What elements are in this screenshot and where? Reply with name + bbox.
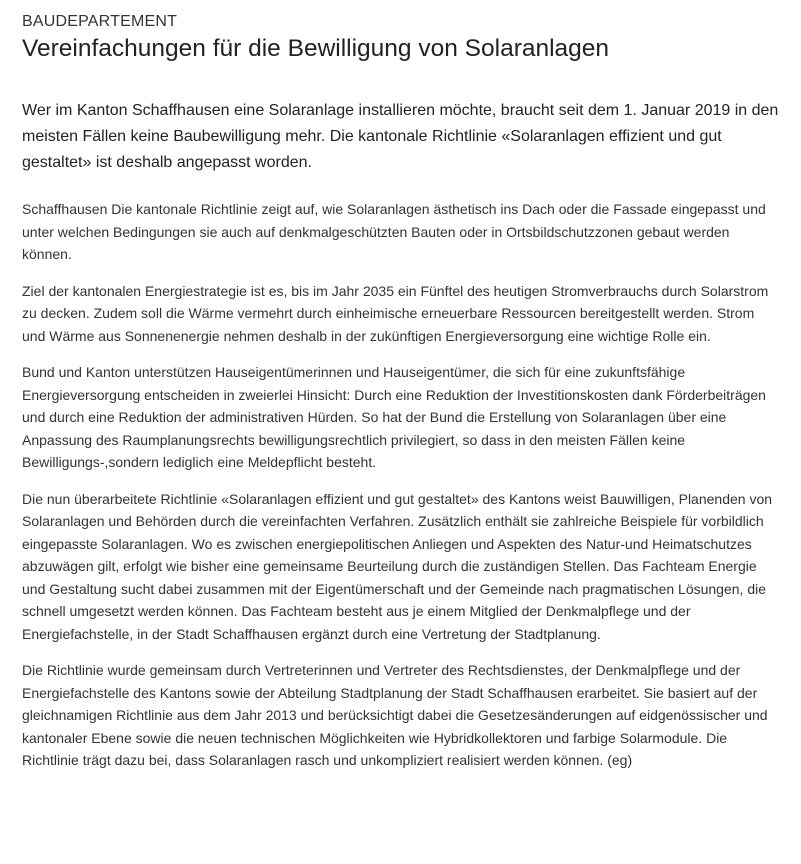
article-lead: Wer im Kanton Schaffhausen eine Solaranlage installieren möchte, braucht seit dem 1. Januar 2019 in den meisten Fällen keine Baubewilligung mehr. Die kantonale Richtlinie «Solaranlagen effizient und gut gestaltet» ist deshalb angepasst worden. [22,102,779,171]
body-paragraph-1: Schaffhausen Die kantonale Richtlinie zeigt auf, wie Solaranlagen ästhetisch ins Dach oder die Fassade eingepasst und unter welchen Bedingungen sie auch auf denkmalgeschützten Bauten oder in Ortsbildschutzzonen gebaut werden können. [22,201,766,262]
body-paragraph-2: Ziel der kantonalen Energiestrategie ist es, bis im Jahr 2035 ein Fünftel des heutigen Stromverbrauchs durch Solarstrom zu decken. Zudem soll die Wärme vermehrt durch einheimische erneuerbare Ressourcen bereitgestellt werden. Strom und Wärme aus Sonnenenergie nehmen deshalb in der zukünftigen Energieversorgung eine wichtige Rolle ein. [22,282,769,344]
department-kicker: BAUDEPARTEMENT [22,13,178,30]
body-paragraph-3: Bund und Kanton unterstützen Hauseigentümerinnen und Hauseigentümer, die sich für eine zukunftsfähige Energieversorgung entscheiden in zweierlei Hinsicht: Durch eine Reduktion der Investitionskosten dank Förderbeiträgen und durch eine Reduktion der administrativen Hürden. So hat der Bund die Erstellung von Solaranlagen über eine Anpassung des Raumplanungsrechts bewilligungsrechtlich privilegiert, so dass in den meisten Fällen keine Bewilligungs-,sondern lediglich eine Meldepflicht besteht. [22,364,766,470]
article-body [22,198,781,772]
body-paragraph-5: Die Richtlinie wurde gemeinsam durch Vertreterinnen und Vertreter des Rechtsdienstes, der Denkmalpflege und der Energiefachstelle des Kantons sowie der Abteilung Stadtplanung der Stadt Schaffhausen erarbeitet. Sie basiert auf der gleichnamigen Richtlinie aus dem Jahr 2013 und berücksichtigt dabei die Gesetzesänderungen auf eidgenössischer und kantonaler Ebene sowie die neuen technischen Möglichkeiten wie Hybridkollektoren und farbige Solarmodule. Die Richtlinie trägt dazu bei, dass Solaranlagen rasch und unkompliziert realisiert werden können. (eg) [22,662,768,768]
article-title: Vereinfachungen für die Bewilligung von Solaranlagen [22,35,610,62]
body-paragraph-4: Die nun überarbeitete Richtlinie «Solaranlagen effizient und gut gestaltet» des Kantons weist Bauwilligen, Planenden von Solaranlagen und Behörden durch die vereinfachten Verfahren. Zusätzlich enthält sie zahlreiche Beispiele für vorbildlich eingepasste Solaranlagen. Wo es zwischen energiepolitischen Anliegen und Aspekten des Natur-und Heimatschutzes abzuwägen gilt, erfolgt wie bisher eine gemeinsame Beurteilung durch die zuständigen Stellen. Das Fachteam Energie und Gestaltung sucht dabei zusammen mit der Eigentümerschaft und der Gemeinde nach pragmatischen Lösungen, die schnell umgesetzt werden können. Das Fachteam besteht aus je einem Mitglied der Denkmalpflege und der Energiefachstelle, in der Stadt Schaffhausen ergänzt durch eine Vertretung der Stadtplanung. [22,490,773,642]
